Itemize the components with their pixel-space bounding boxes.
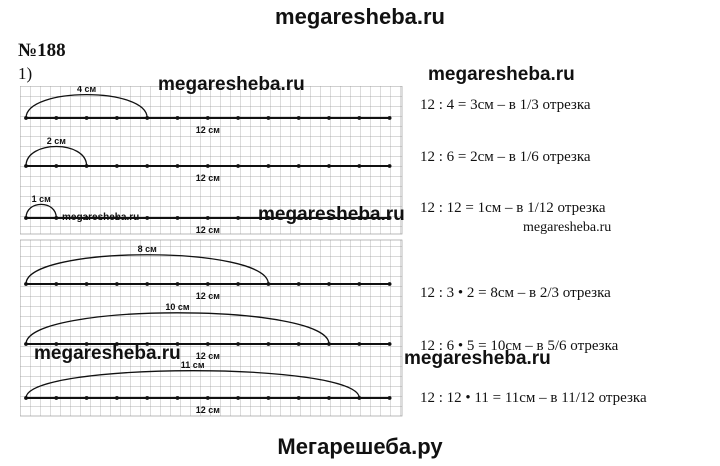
equation-2: 12 : 6 = 2см – в 1/6 отрезка: [420, 149, 591, 165]
footer-watermark: Мегарешеба.ру: [277, 434, 443, 459]
segment-tick: [236, 282, 240, 286]
segment-tick: [388, 164, 392, 168]
arc-label: 1 см: [31, 194, 51, 204]
segment-tick: [206, 216, 210, 220]
arc-label: 10 см: [165, 302, 190, 312]
segment-tick: [145, 164, 149, 168]
watermark: megaresheba.ru: [404, 348, 551, 369]
segment-tick: [357, 164, 361, 168]
segment-total-label: 12 см: [195, 173, 220, 183]
segment-tick: [54, 282, 58, 286]
segment-tick: [115, 396, 119, 400]
segment-tick: [145, 396, 149, 400]
arc-label: 4 см: [77, 86, 97, 94]
segment-tick: [85, 116, 89, 120]
watermark: megaresheba.ru: [62, 212, 140, 223]
segment-tick: [297, 116, 301, 120]
segment-tick: [236, 116, 240, 120]
segment-tick: [327, 282, 331, 286]
segment-tick: [176, 164, 180, 168]
segment-tick: [357, 342, 361, 346]
segment-tick: [388, 342, 392, 346]
segment-tick: [388, 282, 392, 286]
segment-tick: [236, 342, 240, 346]
watermark: megaresheba.ru: [428, 64, 575, 85]
segment-tick: [327, 116, 331, 120]
segment-tick: [236, 216, 240, 220]
arc-label: 2 см: [46, 136, 66, 146]
segment-tick: [54, 116, 58, 120]
segment-tick: [54, 164, 58, 168]
grid-lower: [20, 240, 402, 416]
segment-tick: [176, 282, 180, 286]
segment-total-label: 12 см: [195, 125, 220, 135]
segment-tick: [206, 116, 210, 120]
watermark: megaresheba.ru: [258, 204, 405, 225]
segment-tick: [267, 342, 271, 346]
segment-tick: [54, 396, 58, 400]
segment-tick: [388, 116, 392, 120]
watermark: megaresheba.ru: [523, 220, 612, 235]
segment-tick: [115, 164, 119, 168]
segment-tick: [145, 216, 149, 220]
segment-tick: [267, 164, 271, 168]
segment-tick: [297, 164, 301, 168]
equation-3: 12 : 12 = 1см – в 1/12 отрезка: [420, 200, 606, 216]
segment-tick: [327, 396, 331, 400]
watermark: megaresheba.ru: [34, 343, 181, 364]
segment-tick: [267, 116, 271, 120]
segment-tick: [85, 282, 89, 286]
segment-tick: [297, 396, 301, 400]
segment-tick: [327, 164, 331, 168]
segment-total-label: 12 см: [195, 351, 220, 361]
equation-5: 12 : 6 • 5 = 10см – в 5/6 отрезка: [420, 338, 619, 354]
arc-label: 8 см: [137, 244, 157, 254]
watermark: megaresheba.ru: [158, 74, 305, 95]
segment-drawings: [20, 86, 405, 426]
equation-1: 12 : 4 = 3см – в 1/3 отрезка: [420, 97, 591, 113]
segment-tick: [297, 342, 301, 346]
segment-tick: [236, 396, 240, 400]
segment-tick: [206, 396, 210, 400]
segment-tick: [176, 396, 180, 400]
task-part: 1): [18, 64, 33, 83]
task-number: №188: [18, 40, 66, 61]
site-header[interactable]: megaresheba.ru: [275, 4, 445, 29]
segment-total-label: 12 см: [195, 405, 220, 415]
segment-tick: [145, 282, 149, 286]
segment-tick: [206, 164, 210, 168]
segment-tick: [176, 216, 180, 220]
equation-4: 12 : 3 • 2 = 8см – в 2/3 отрезка: [420, 285, 611, 301]
segment-tick: [357, 282, 361, 286]
segment-tick: [267, 396, 271, 400]
segment-tick: [357, 116, 361, 120]
arc-label: 11 см: [180, 360, 205, 370]
segment-tick: [115, 116, 119, 120]
segment-total-label: 12 см: [195, 225, 220, 235]
segment-tick: [115, 282, 119, 286]
equation-6: 12 : 12 • 11 = 11см – в 11/12 отрезка: [420, 390, 647, 406]
segment-tick: [388, 396, 392, 400]
segment-total-label: 12 см: [195, 291, 220, 301]
segment-tick: [236, 164, 240, 168]
segment-tick: [206, 282, 210, 286]
segment-tick: [85, 396, 89, 400]
segment-tick: [176, 116, 180, 120]
segment-tick: [206, 342, 210, 346]
segment-tick: [297, 282, 301, 286]
